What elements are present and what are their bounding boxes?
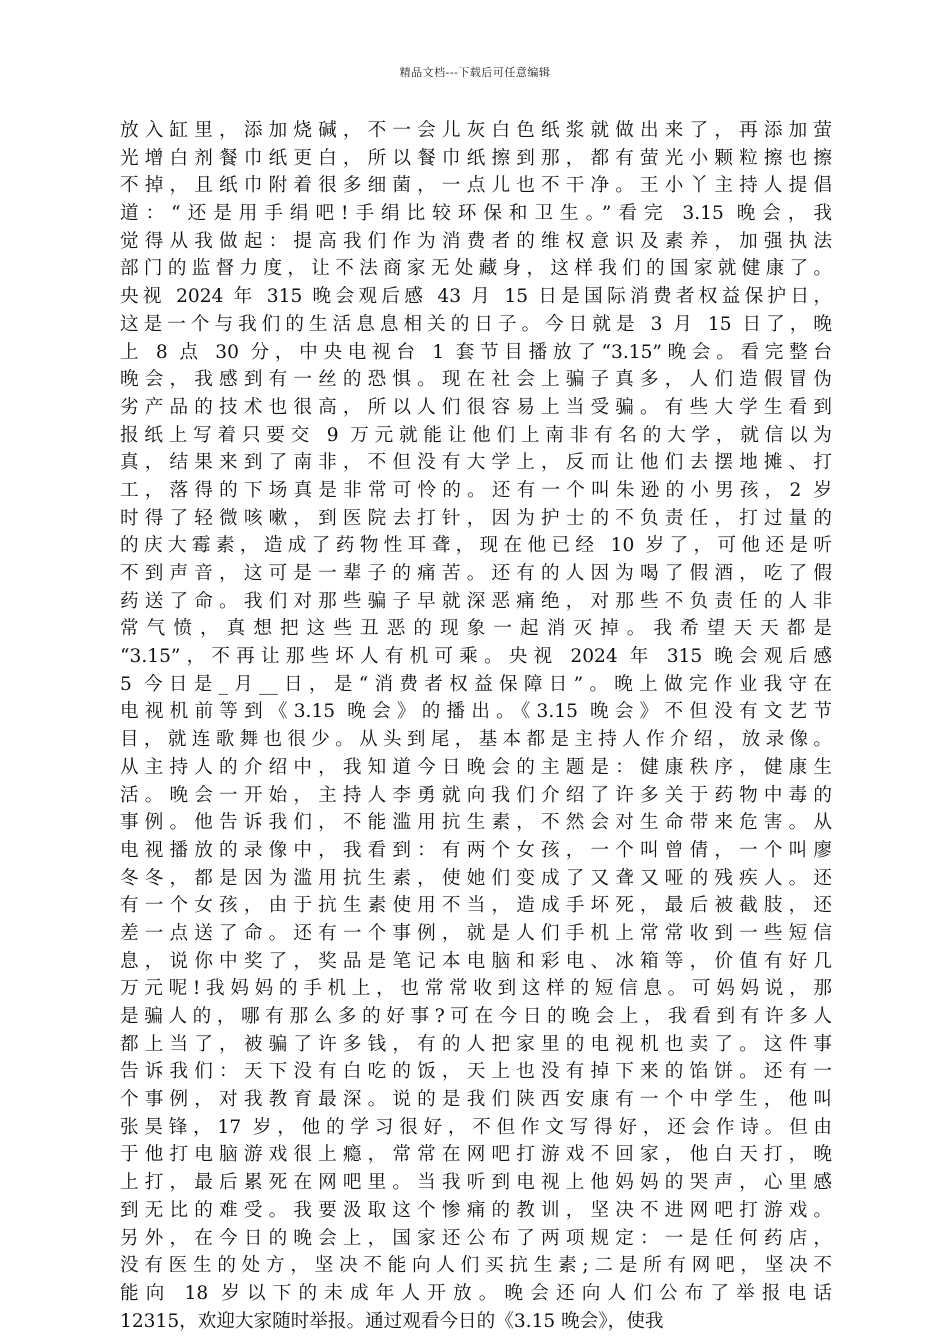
text-line: 到无比的难受。我要汲取这个惨痛的教训，坚决不进网吧打游戏。 (120, 1199, 832, 1221)
text-line: 觉得从我做起：提高我们作为消费者的维权意识及素养，加强执法 (120, 230, 832, 252)
text-line: 电视机前等到《3.15 晚会》的播出。《3.15 晚会》不但没有文艺节 (120, 701, 832, 723)
text-line: 劣产品的技术也很高，所以人们很容易上当受骗。有些大学生看到 (120, 396, 832, 418)
text-line: 电视播放的录像中，我看到：有两个女孩，一个叫曾倩，一个叫廖 (120, 839, 832, 861)
text-line: 不掉，且纸巾附着很多细菌，一点儿也不干净。王小丫主持人提倡 (120, 175, 832, 197)
text-line: 不到声音，这可是一辈子的痛苦。还有的人因为喝了假酒，吃了假 (120, 563, 832, 584)
text-line: 光增白剂餐巾纸更白，所以餐巾纸擦到那，都有萤光小颗粒擦也擦 (120, 147, 832, 169)
body-text (120, 117, 832, 1332)
text-line: 12315，欢迎大家随时举报。通过观看今日的《3.15 晚会》，使我 (120, 1310, 664, 1332)
text-line: 放入缸里，添加烧碱，不一会儿灰白色纸浆就做出来了，再添加萤 (120, 120, 832, 141)
text-line: 真，结果来到了南非，不但没有大学上，反而让他们去摆地摊、打 (120, 452, 832, 474)
text-line: 事例。他告诉我们，不能滥用抗生素，不然会对生命带来危害。从 (120, 812, 832, 834)
text-line: 从主持人的介绍中，我知道今日晚会的主题是：健康秩序，健康生 (120, 756, 832, 778)
text-line: 没有医生的处方，坚决不能向人们买抗生素;二是所有网吧，坚决不 (120, 1255, 832, 1277)
text-line: 告诉我们：天下没有白吃的饭，天上也没有掉下来的馅饼。还有一 (120, 1061, 832, 1083)
text-line: 有一个女孩，由于抗生素使用不当，造成手坏死，最后被截肢，还 (120, 895, 832, 917)
text-line: 差一点送了命。还有一个事例，就是人们手机上常常收到一些短信 (120, 922, 832, 944)
text-line: 工，落得的下场真是非常可怜的。还有一个叫朱逊的小男孩，2 岁 (120, 479, 832, 501)
text-line: 药送了命。我们对那些骗子早就深恶痛绝，对那些不负责任的人非 (120, 590, 832, 612)
text-line: 央视 2024 年 315 晚会观后感 43 月 15 日是国际消费者权益保护日， (120, 286, 832, 308)
text-line: 道：“还是用手绢吧!手绢比较环保和卫生。”看完 3.15 晚会，我 (120, 203, 832, 225)
text-line: 的庆大霉素，造成了药物性耳聋，现在他已经 10 岁了，可他还是听 (120, 535, 832, 557)
text-line: 部门的监督力度，让不法商家无处藏身，这样我们的国家就健康了。 (120, 258, 832, 280)
text-line: 另外，在今日的晚会上，国家还公布了两项规定：一是任何药店， (120, 1227, 832, 1249)
text-line: 晚会，我感到有一丝的恐惧。现在社会上骗子真多，人们造假冒伪 (120, 369, 832, 391)
text-line: 上打，最后累死在网吧里。当我听到电视上他妈妈的哭声，心里感 (120, 1172, 832, 1194)
text-line: 上 8 点 30 分，中央电视台 1 套节目播放了“3.15”晚会。看完整台 (120, 341, 832, 363)
text-line: 这是一个与我们的生活息息相关的日子。今日就是 3 月 15 日了，晚 (120, 313, 832, 335)
text-line: 于他打电脑游戏很上瘾，常常在网吧打游戏不回家，他白天打，晚 (120, 1144, 832, 1166)
text-line: 5 今日是_月__日，是“消费者权益保障日”。晚上做完作业我守在 (120, 673, 832, 695)
text-line: 活。晚会一开始，主持人李勇就向我们介绍了许多关于药物中毒的 (120, 784, 832, 806)
page-header: 精品文档---下载后可任意编辑 (399, 66, 551, 79)
text-line: 是骗人的，哪有那么多的好事?可在今日的晚会上，我看到有许多人 (120, 1006, 832, 1027)
text-line: 时得了轻微咳嗽，到医院去打针，因为护士的不负责任，打过量的 (120, 507, 832, 529)
text-line: 都上当了，被骗了许多钱，有的人把家里的电视机也卖了。这件事 (120, 1033, 832, 1055)
text-line: 个事例，对我教育最深。说的是我们陕西安康有一个中学生，他叫 (120, 1089, 832, 1111)
text-line: 息，说你中奖了，奖品是笔记本电脑和彩电、冰箱等，价值有好几 (120, 950, 832, 972)
text-line: 目，就连歌舞也很少。从头到尾，基本都是主持人作介绍，放录像。 (120, 729, 832, 751)
text-line: 报纸上写着只要交 9 万元就能让他们上南非有名的大学，就信以为 (120, 424, 832, 446)
text-line: 常气愤，真想把这些丑恶的现象一起消灭掉。我希望天天都是 (120, 618, 832, 640)
text-line: 万元呢!我妈妈的手机上，也常常收到这样的短信息。可妈妈说，那 (120, 978, 832, 1000)
text-line: 能向 18 岁以下的未成年人开放。晚会还向人们公布了举报电话 (120, 1282, 832, 1304)
text-line: “3.15”，不再让那些坏人有机可乘。央视 2024 年 315 晚会观后感 (120, 646, 832, 668)
text-line: 张昊锋，17 岁，他的学习很好，不但作文写得好，还会作诗。但由 (120, 1116, 832, 1138)
text-line: 冬冬，都是因为滥用抗生素，使她们变成了又聋又哑的残疾人。还 (120, 867, 832, 889)
